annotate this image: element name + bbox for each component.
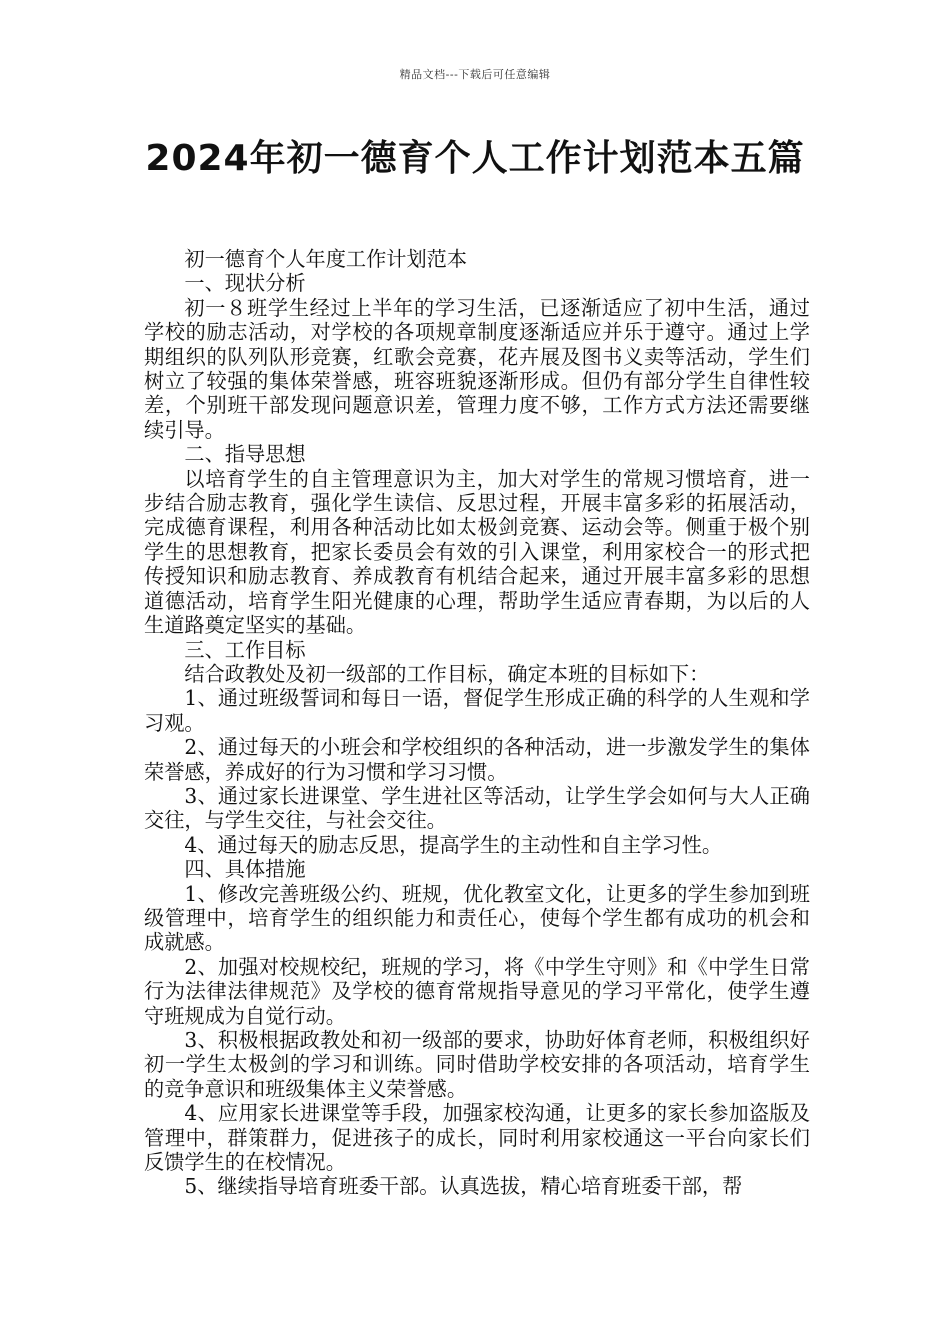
list-item: 2、加强对校规校纪，班规的学习，将《中学生守则》和《中学生日常行为法律法律规范》及学校的德育常规指导意见的学习平常化，使学生遵守班规成为自觉行动。 bbox=[144, 954, 810, 1028]
body-paragraph: 以培育学生的自主管理意识为主，加大对学生的常规习惯培育，进一步结合励志教育，强化学生读信、反思过程，开展丰富多彩的拓展活动，完成德育课程，利用各种活动比如太极剑竞赛、运动会等。侧重于极个别学生的思想教育，把家长委员会有效的引入课堂，利用家校合一的形式把传授知识和励志教育、养成教育有机结合起来，通过开展丰富多彩的思想道德活动，培育学生阳光健康的心理，帮助学生适应青春期，为以后的人生道路奠定坚实的基础。 bbox=[144, 466, 810, 638]
list-item: 1、通过班级誓词和每日一语，督促学生形成正确的科学的人生观和学习观。 bbox=[144, 686, 810, 735]
section-heading: 一、现状分析 bbox=[184, 271, 306, 296]
list-item: 1、修改完善班级公约、班规，优化教室文化，让更多的学生参加到班级管理中，培育学生的组织能力和责任心，使每个学生都有成功的机会和成就感。 bbox=[144, 881, 810, 955]
section-heading: 四、具体措施 bbox=[184, 857, 306, 882]
list-item: 4、应用家长进课堂等手段，加强家校沟通，让更多的家长参加盗版及管理中，群策群力，促进孩子的成长，同时利用家校通这一平台向家长们反馈学生的在校情况。 bbox=[144, 1101, 810, 1175]
list-item: 3、积极根据政教处和初一级部的要求，协助好体育老师，积极组织好初一学生太极剑的学习和训练。同时借助学校安排的各项活动，培育学生的竞争意识和班级集体主义荣誉感。 bbox=[144, 1028, 810, 1101]
list-item: 5、继续指导培育班委干部。认真选拔，精心培育班委干部，帮 bbox=[184, 1174, 743, 1199]
list-item: 2、通过每天的小班会和学校组织的各种活动，进一步激发学生的集体荣誉感，养成好的行为习惯和学习习惯。 bbox=[144, 735, 810, 784]
body-paragraph: 结合政教处及初一级部的工作目标，确定本班的目标如下： bbox=[184, 661, 710, 686]
header-note: 精品文档---下载后可任意编辑 bbox=[399, 68, 551, 81]
body-paragraph: 初一８班学生经过上半年的学习生活，已逐渐适应了初中生活，通过学校的励志活动，对学校的各项规章制度逐渐适应并乐于遵守。通过上学期组织的队列队形竞赛，红歌会竞赛，花卉展及图书义卖等活动，学生们树立了较强的集体荣誉感，班容班貌逐渐形成。但仍有部分学生自律性较差，个别班干部发现问题意识差，管理力度不够，工作方式方法还需要继续引导。 bbox=[144, 295, 810, 442]
subtitle-paragraph: 初一德育个人年度工作计划范本 bbox=[184, 247, 468, 271]
document-body bbox=[144, 247, 810, 1199]
document-title: 2024年初一德育个人工作计划范本五篇 bbox=[145, 138, 805, 179]
section-heading: 二、指导思想 bbox=[184, 442, 306, 467]
list-item: 3、通过家长进课堂、学生进社区等活动，让学生学会如何与大人正确交往，与学生交往，与社会交往。 bbox=[144, 783, 810, 833]
list-item: 4、通过每天的励志反思，提高学生的主动性和自主学习性。 bbox=[184, 832, 723, 857]
section-heading: 三、工作目标 bbox=[184, 637, 306, 662]
